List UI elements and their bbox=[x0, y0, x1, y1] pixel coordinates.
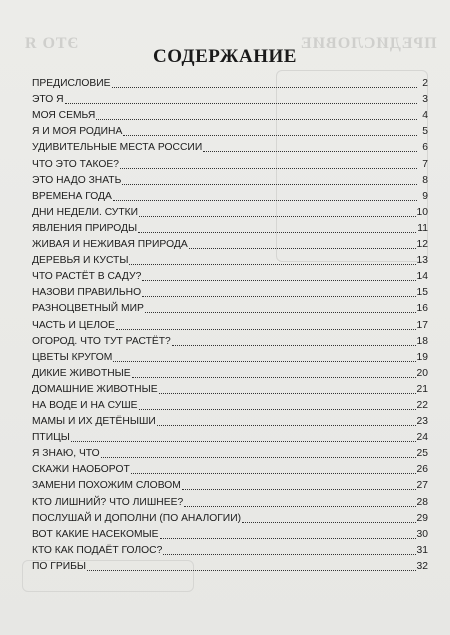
toc-entry-page-number: 12 bbox=[416, 239, 428, 251]
toc-leader-dots bbox=[96, 110, 417, 120]
toc-entry[interactable] bbox=[32, 90, 428, 106]
toc-leader-dots bbox=[122, 175, 417, 185]
toc-entry-label: ДОМАШНИЕ ЖИВОТНЫЕ bbox=[32, 383, 158, 395]
toc-entry-page-number: 6 bbox=[422, 142, 428, 154]
toc-leader-dots bbox=[139, 400, 416, 410]
toc-leader-dots bbox=[182, 480, 416, 490]
toc-entry-page-number: 14 bbox=[416, 271, 428, 283]
toc-leader-dots bbox=[172, 336, 416, 346]
toc-leader-dots bbox=[142, 287, 415, 297]
toc-entry-page-number: 20 bbox=[416, 367, 428, 379]
toc-entry-label: Я И МОЯ РОДИНА bbox=[32, 126, 123, 138]
toc-entry-page-number: 32 bbox=[416, 560, 428, 572]
toc-leader-dots bbox=[138, 223, 416, 233]
table-of-contents bbox=[32, 74, 428, 573]
toc-leader-dots bbox=[113, 191, 417, 201]
toc-leader-dots bbox=[65, 94, 417, 104]
toc-leader-dots bbox=[120, 159, 417, 169]
toc-leader-dots bbox=[159, 384, 416, 394]
toc-entry-page-number: 3 bbox=[422, 94, 428, 106]
toc-entry-label: ЗАМЕНИ ПОХОЖИМ СЛОВОМ bbox=[32, 480, 181, 492]
toc-leader-dots bbox=[129, 255, 415, 265]
toc-entry-label: ПТИЦЫ bbox=[32, 432, 70, 444]
toc-entry-page-number: 19 bbox=[416, 351, 428, 363]
toc-entry[interactable] bbox=[32, 460, 428, 476]
toc-entry[interactable] bbox=[32, 557, 428, 573]
page-title: СОДЕРЖАНИЕ bbox=[153, 45, 297, 67]
toc-entry-label: ЧТО РАСТЁТ В САДУ? bbox=[32, 271, 142, 283]
toc-entry-label: СКАЖИ НАОБОРОТ bbox=[32, 464, 130, 476]
toc-entry-page-number: 28 bbox=[416, 496, 428, 508]
toc-entry-page-number: 29 bbox=[416, 512, 428, 524]
toc-entry-page-number: 13 bbox=[416, 255, 428, 267]
toc-entry-page-number: 5 bbox=[422, 126, 428, 138]
toc-entry[interactable] bbox=[32, 364, 428, 380]
toc-entry-label: ЖИВАЯ И НЕЖИВАЯ ПРИРОДА bbox=[32, 239, 188, 251]
toc-entry-label: ОГОРОД. ЧТО ТУТ РАСТЁТ? bbox=[32, 335, 171, 347]
toc-entry[interactable] bbox=[32, 219, 428, 235]
toc-entry[interactable] bbox=[32, 412, 428, 428]
toc-entry-page-number: 31 bbox=[416, 544, 428, 556]
toc-entry-page-number: 8 bbox=[422, 174, 428, 186]
toc-entry-label: ДИКИЕ ЖИВОТНЫЕ bbox=[32, 367, 131, 379]
toc-entry-label: ЧАСТЬ И ЦЕЛОЕ bbox=[32, 319, 115, 331]
toc-leader-dots bbox=[163, 545, 415, 555]
toc-entry-page-number: 27 bbox=[416, 480, 428, 492]
toc-entry[interactable] bbox=[32, 74, 428, 90]
toc-entry-page-number: 17 bbox=[416, 319, 428, 331]
toc-entry[interactable] bbox=[32, 332, 428, 348]
toc-entry-label: ПО ГРИБЫ bbox=[32, 560, 86, 572]
toc-entry-page-number: 15 bbox=[416, 287, 428, 299]
toc-leader-dots bbox=[112, 78, 417, 88]
toc-entry[interactable] bbox=[32, 138, 428, 154]
toc-entry-label: ЭТО Я bbox=[32, 94, 64, 106]
toc-entry[interactable] bbox=[32, 492, 428, 508]
toc-entry-page-number: 7 bbox=[422, 158, 428, 170]
toc-entry[interactable] bbox=[32, 203, 428, 219]
toc-leader-dots bbox=[157, 416, 416, 426]
toc-entry[interactable] bbox=[32, 476, 428, 492]
toc-entry[interactable] bbox=[32, 122, 428, 138]
toc-entry[interactable] bbox=[32, 283, 428, 299]
toc-leader-dots bbox=[113, 352, 415, 362]
toc-entry-label: УДИВИТЕЛЬНЫЕ МЕСТА РОССИИ bbox=[32, 142, 203, 154]
toc-entry-page-number: 26 bbox=[416, 464, 428, 476]
toc-leader-dots bbox=[189, 239, 416, 249]
toc-entry-label: ЧТО ЭТО ТАКОЕ? bbox=[32, 158, 119, 170]
toc-entry-label: КТО КАК ПОДАЁТ ГОЛОС? bbox=[32, 544, 163, 556]
toc-entry[interactable] bbox=[32, 187, 428, 203]
toc-entry-label: НА ВОДЕ И НА СУШЕ bbox=[32, 399, 138, 411]
toc-entry[interactable] bbox=[32, 267, 428, 283]
toc-entry[interactable] bbox=[32, 348, 428, 364]
toc-leader-dots bbox=[203, 142, 417, 152]
toc-leader-dots bbox=[160, 529, 416, 539]
toc-entry-label: ПОСЛУШАЙ И ДОПОЛНИ (ПО АНАЛОГИИ) bbox=[32, 512, 242, 524]
toc-entry-page-number: 4 bbox=[422, 110, 428, 122]
toc-entry-page-number: 16 bbox=[416, 303, 428, 315]
toc-entry-label: МОЯ СЕМЬЯ bbox=[32, 110, 96, 122]
toc-entry-page-number: 2 bbox=[422, 78, 428, 90]
toc-entry-label: Я ЗНАЮ, ЧТО bbox=[32, 448, 100, 460]
show-through-text: ПРЕДИСЛОВИЕ bbox=[300, 35, 437, 52]
toc-entry-label: ЦВЕТЫ КРУГОМ bbox=[32, 351, 113, 363]
toc-leader-dots bbox=[142, 271, 415, 281]
toc-entry-page-number: 11 bbox=[417, 222, 428, 234]
toc-entry[interactable] bbox=[32, 235, 428, 251]
toc-entry-page-number: 10 bbox=[416, 206, 428, 218]
toc-entry[interactable] bbox=[32, 525, 428, 541]
toc-leader-dots bbox=[71, 432, 416, 442]
toc-leader-dots bbox=[242, 513, 415, 523]
toc-entry-label: ВОТ КАКИЕ НАСЕКОМЫЕ bbox=[32, 528, 159, 540]
toc-entry-page-number: 21 bbox=[416, 383, 428, 395]
toc-leader-dots bbox=[87, 561, 416, 571]
toc-entry[interactable] bbox=[32, 396, 428, 412]
toc-entry-page-number: 18 bbox=[416, 335, 428, 347]
toc-entry[interactable] bbox=[32, 154, 428, 170]
toc-entry[interactable] bbox=[32, 428, 428, 444]
toc-entry-page-number: 25 bbox=[416, 448, 428, 460]
toc-entry[interactable] bbox=[32, 444, 428, 460]
toc-entry-label: ЭТО НАДО ЗНАТЬ bbox=[32, 174, 122, 186]
toc-leader-dots bbox=[139, 207, 416, 217]
toc-entry-page-number: 30 bbox=[416, 528, 428, 540]
toc-entry-page-number: 22 bbox=[416, 399, 428, 411]
toc-entry[interactable] bbox=[32, 509, 428, 525]
toc-entry[interactable] bbox=[32, 251, 428, 267]
toc-leader-dots bbox=[184, 497, 415, 507]
toc-entry-label: КТО ЛИШНИЙ? ЧТО ЛИШНЕЕ? bbox=[32, 496, 184, 508]
toc-entry-label: ПРЕДИСЛОВИЕ bbox=[32, 78, 111, 90]
toc-entry-label: РАЗНОЦВЕТНЫЙ МИР bbox=[32, 303, 144, 315]
toc-entry[interactable] bbox=[32, 380, 428, 396]
toc-entry-label: ЯВЛЕНИЯ ПРИРОДЫ bbox=[32, 222, 138, 234]
toc-entry-label: НАЗОВИ ПРАВИЛЬНО bbox=[32, 287, 142, 299]
toc-leader-dots bbox=[132, 368, 416, 378]
toc-entry[interactable] bbox=[32, 315, 428, 331]
toc-entry-label: ДНИ НЕДЕЛИ. СУТКИ bbox=[32, 206, 139, 218]
toc-entry[interactable] bbox=[32, 299, 428, 315]
toc-entry[interactable] bbox=[32, 541, 428, 557]
toc-leader-dots bbox=[145, 303, 416, 313]
toc-entry[interactable] bbox=[32, 106, 428, 122]
toc-entry-label: МАМЫ И ИХ ДЕТЁНЫШИ bbox=[32, 416, 156, 428]
toc-entry-page-number: 24 bbox=[416, 432, 428, 444]
toc-entry[interactable] bbox=[32, 171, 428, 187]
toc-entry-label: ВРЕМЕНА ГОДА bbox=[32, 190, 112, 202]
toc-leader-dots bbox=[123, 126, 417, 136]
toc-leader-dots bbox=[101, 448, 416, 458]
show-through-text: ЭТО Я bbox=[24, 35, 79, 52]
toc-entry-label: ДЕРЕВЬЯ И КУСТЫ bbox=[32, 255, 129, 267]
toc-leader-dots bbox=[116, 320, 416, 330]
toc-entry-page-number: 9 bbox=[422, 190, 428, 202]
toc-entry-page-number: 23 bbox=[416, 416, 428, 428]
toc-leader-dots bbox=[131, 464, 416, 474]
